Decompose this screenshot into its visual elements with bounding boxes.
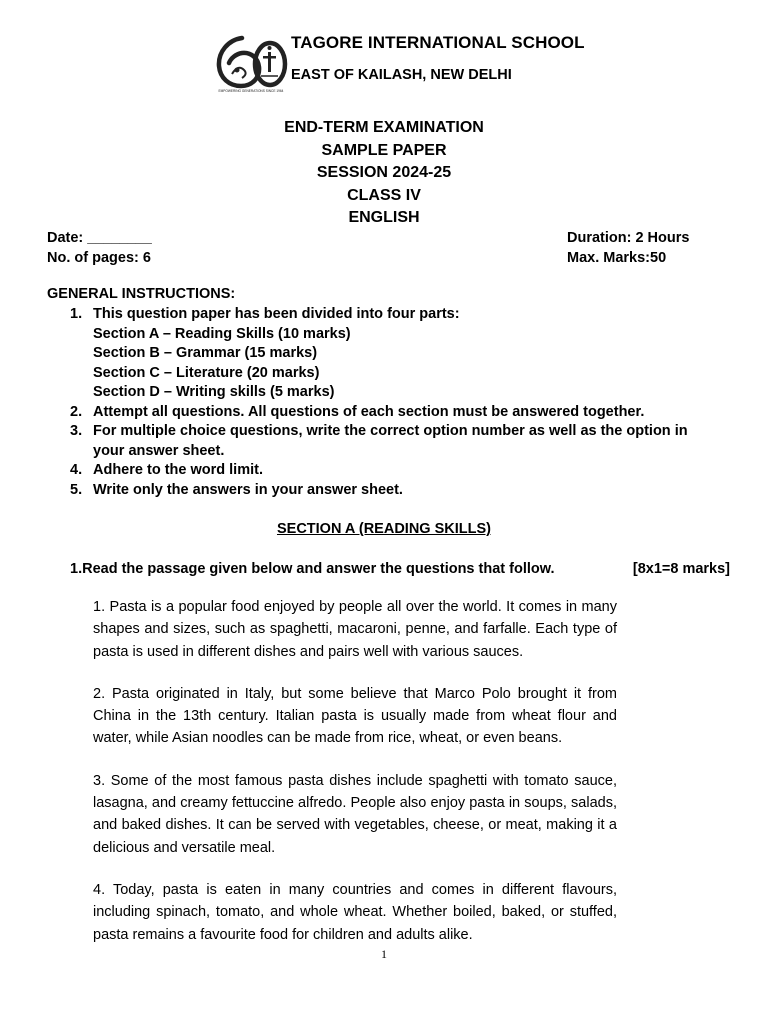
- instruction-item: 2. Attempt all questions. All questions of each section must be answered together.: [70, 403, 645, 420]
- exam-titles: [0, 117, 768, 230]
- instruction-item: 3. For multiple choice questions, write the correct option number as well as the option in your answer sheet.: [70, 423, 688, 459]
- instructions-heading: GENERAL INSTRUCTIONS:: [47, 286, 236, 302]
- school-name: TAGORE INTERNATIONAL SCHOOL: [291, 33, 585, 52]
- instruction-item: 5. Write only the answers in your answer sheet.: [70, 481, 403, 498]
- school-logo: [214, 32, 288, 96]
- meta-left: [47, 228, 152, 268]
- section-line: Section C – Literature (20 marks): [93, 364, 320, 381]
- session: SESSION 2024-25: [316, 164, 452, 181]
- instructions-list: [70, 305, 722, 500]
- question-1: [70, 561, 730, 577]
- meta-right: [567, 228, 689, 268]
- section-line: Section A – Reading Skills (10 marks): [93, 325, 351, 342]
- paper-type: SAMPLE PAPER: [321, 141, 447, 159]
- reading-passage: [93, 596, 617, 966]
- section-line: Section B – Grammar (15 marks): [93, 345, 318, 361]
- instruction-item: 4. Adhere to the word limit.: [70, 462, 263, 478]
- passage-paragraph: 4. Today, pasta is eaten in many countries and comes in different flavours, including spinach, tomato, and whole wheat. Whether boiled, baked, or stuffed, pasta remains a favourite food for children and adults alike.: [93, 881, 617, 943]
- section-line: Section D – Writing skills (5 marks): [93, 384, 335, 400]
- passage-paragraph: 2. Pasta originated in Italy, but some believe that Marco Polo brought it from China in the 13th century. Italian pasta is usually made from wheat flour and water, while Asian noodles can be made from rice, wheat, or even beans.: [93, 685, 617, 747]
- logo-caption: EMPOWERING GENERATIONS SINCE 1964: [218, 89, 284, 93]
- duration: Duration: 2 Hours: [567, 230, 690, 246]
- max-marks: Max. Marks:50: [567, 250, 667, 266]
- passage-paragraph: 1. Pasta is a popular food enjoyed by people all over the world. It comes in many shapes and sizes, such as spaghetti, macaroni, penne, and farfalle. Each type of pasta is used in different dishes and pairs well with various sauces.: [93, 599, 617, 660]
- section-a-title: SECTION A (READING SKILLS): [276, 521, 491, 537]
- class: CLASS IV: [347, 186, 421, 204]
- school-address: EAST OF KAILASH, NEW DELHI: [291, 67, 512, 83]
- date-field: Date: ________: [47, 230, 152, 246]
- subject: ENGLISH: [348, 209, 420, 226]
- instruction-item: 1. This question paper has been divided into four parts:: [70, 306, 460, 322]
- passage-paragraph: 3. Some of the most famous pasta dishes include spaghetti with tomato sauce, lasagna, and creamy fettuccine alfredo. People also enjoy pasta in soups, salads, and baked dishes. It can be served with vegetables, cheese, or meat, making it a delicious and versatile meal.: [93, 772, 617, 856]
- question-marks: [8x1=8 marks]: [632, 561, 730, 577]
- exam-title: END-TERM EXAMINATION: [284, 119, 484, 136]
- question-text: 1.Read the passage given below and answer the questions that follow.: [70, 561, 555, 577]
- page-number: 1: [381, 947, 387, 961]
- page-count: No. of pages: 6: [47, 250, 151, 266]
